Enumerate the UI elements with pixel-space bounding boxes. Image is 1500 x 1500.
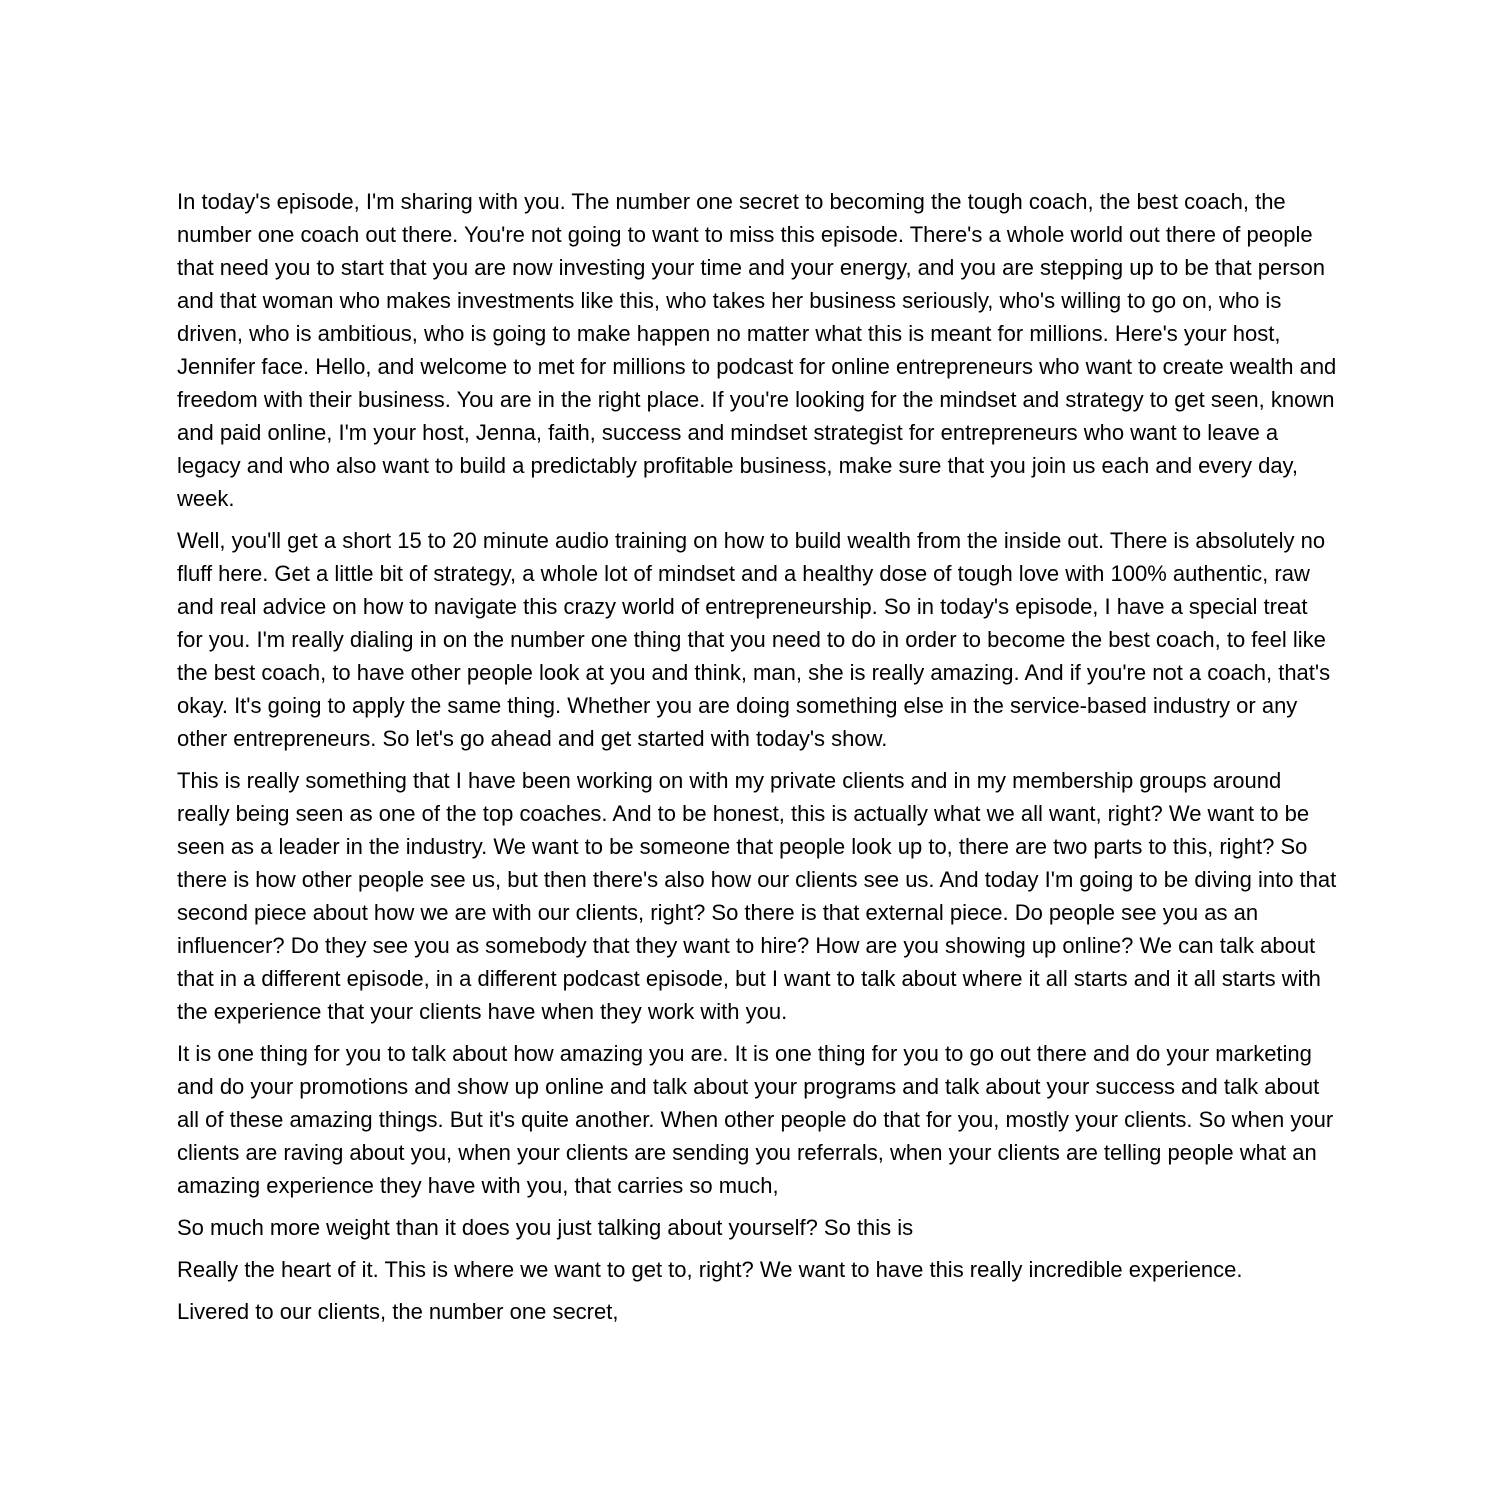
paragraph-intro: In today's episode, I'm sharing with you. The number one secret to becoming the tough coach, the best coach, the number one coach out there. You're not going to want to miss this episode. There's a whole world out there of people that need you to start that you are now investing your time and your energy, and you are stepping up to be that person and that woman who makes investments like this, who takes her business seriously, who's willing to go on, who is driven, who is ambitious, who is going to make happen no matter what this is meant for millions. Here's your host, Jennifer face. Hello, and welcome to met for millions to podcast for online entrepreneurs who want to create wealth and freedom with their business. You are in the right place. If you're looking for the mindset and strategy to get seen, known and paid online, I'm your host, Jenna, faith, success and mindset strategist for entrepreneurs who want to leave a legacy and who also want to build a predictably profitable business, make sure that you join us each and every day, week. xyxy=(177,189,1337,511)
paragraph-heart: Really the heart of it. This is where we want to get to, right? We want to have this really incredible experience. xyxy=(177,1257,1243,1282)
paragraph-training: Well, you'll get a short 15 to 20 minute audio training on how to build wealth from the inside out. There is absolutely no fluff here. Get a little bit of strategy, a whole lot of mindset and a healthy dose of tough love with 100% authentic, raw and real advice on how to navigate this crazy world of entrepreneurship. So in today's episode, I have a special treat for you. I'm really dialing in on the number one thing that you need to do in order to become the best coach, to feel like the best coach, to have other people look at you and think, man, she is really amazing. And if you're not a coach, that's okay. It's going to apply the same thing. Whether you are doing something else in the service-based industry or any other entrepreneurs. So let's go ahead and get started with today's show. xyxy=(177,528,1331,751)
paragraph-top-coaches: This is really something that I have been working on with my private clients and in my membership groups around really being seen as one of the top coaches. And to be honest, this is actually what we all want, right? We want to be seen as a leader in the industry. We want to be someone that people look up to, there are two parts to this, right? So there is how other people see us, but then there's also how our clients see us. And today I'm going to be diving into that second piece about how we are with our clients, right? So there is that external piece. Do people see you as an influencer? Do they see you as somebody that they want to hire? How are you showing up online? We can talk about that in a different episode, in a different podcast episode, but I want to talk about where it all starts and it all starts with the experience that your clients have when they work with you. xyxy=(177,768,1337,1024)
transcript-body xyxy=(177,185,1337,1337)
paragraph-more-weight: So much more weight than it does you just talking about yourself? So this is xyxy=(177,1215,914,1240)
paragraph-secret: Livered to our clients, the number one secret, xyxy=(177,1299,619,1324)
paragraph-clients-raving: It is one thing for you to talk about how amazing you are. It is one thing for you to go out there and do your marketing and do your promotions and show up online and talk about your programs and talk about your success and talk about all of these amazing things. But it's quite another. When other people do that for you, mostly your clients. So when your clients are raving about you, when your clients are sending you referrals, when your clients are telling people what an amazing experience they have with you, that carries so much, xyxy=(177,1041,1334,1198)
